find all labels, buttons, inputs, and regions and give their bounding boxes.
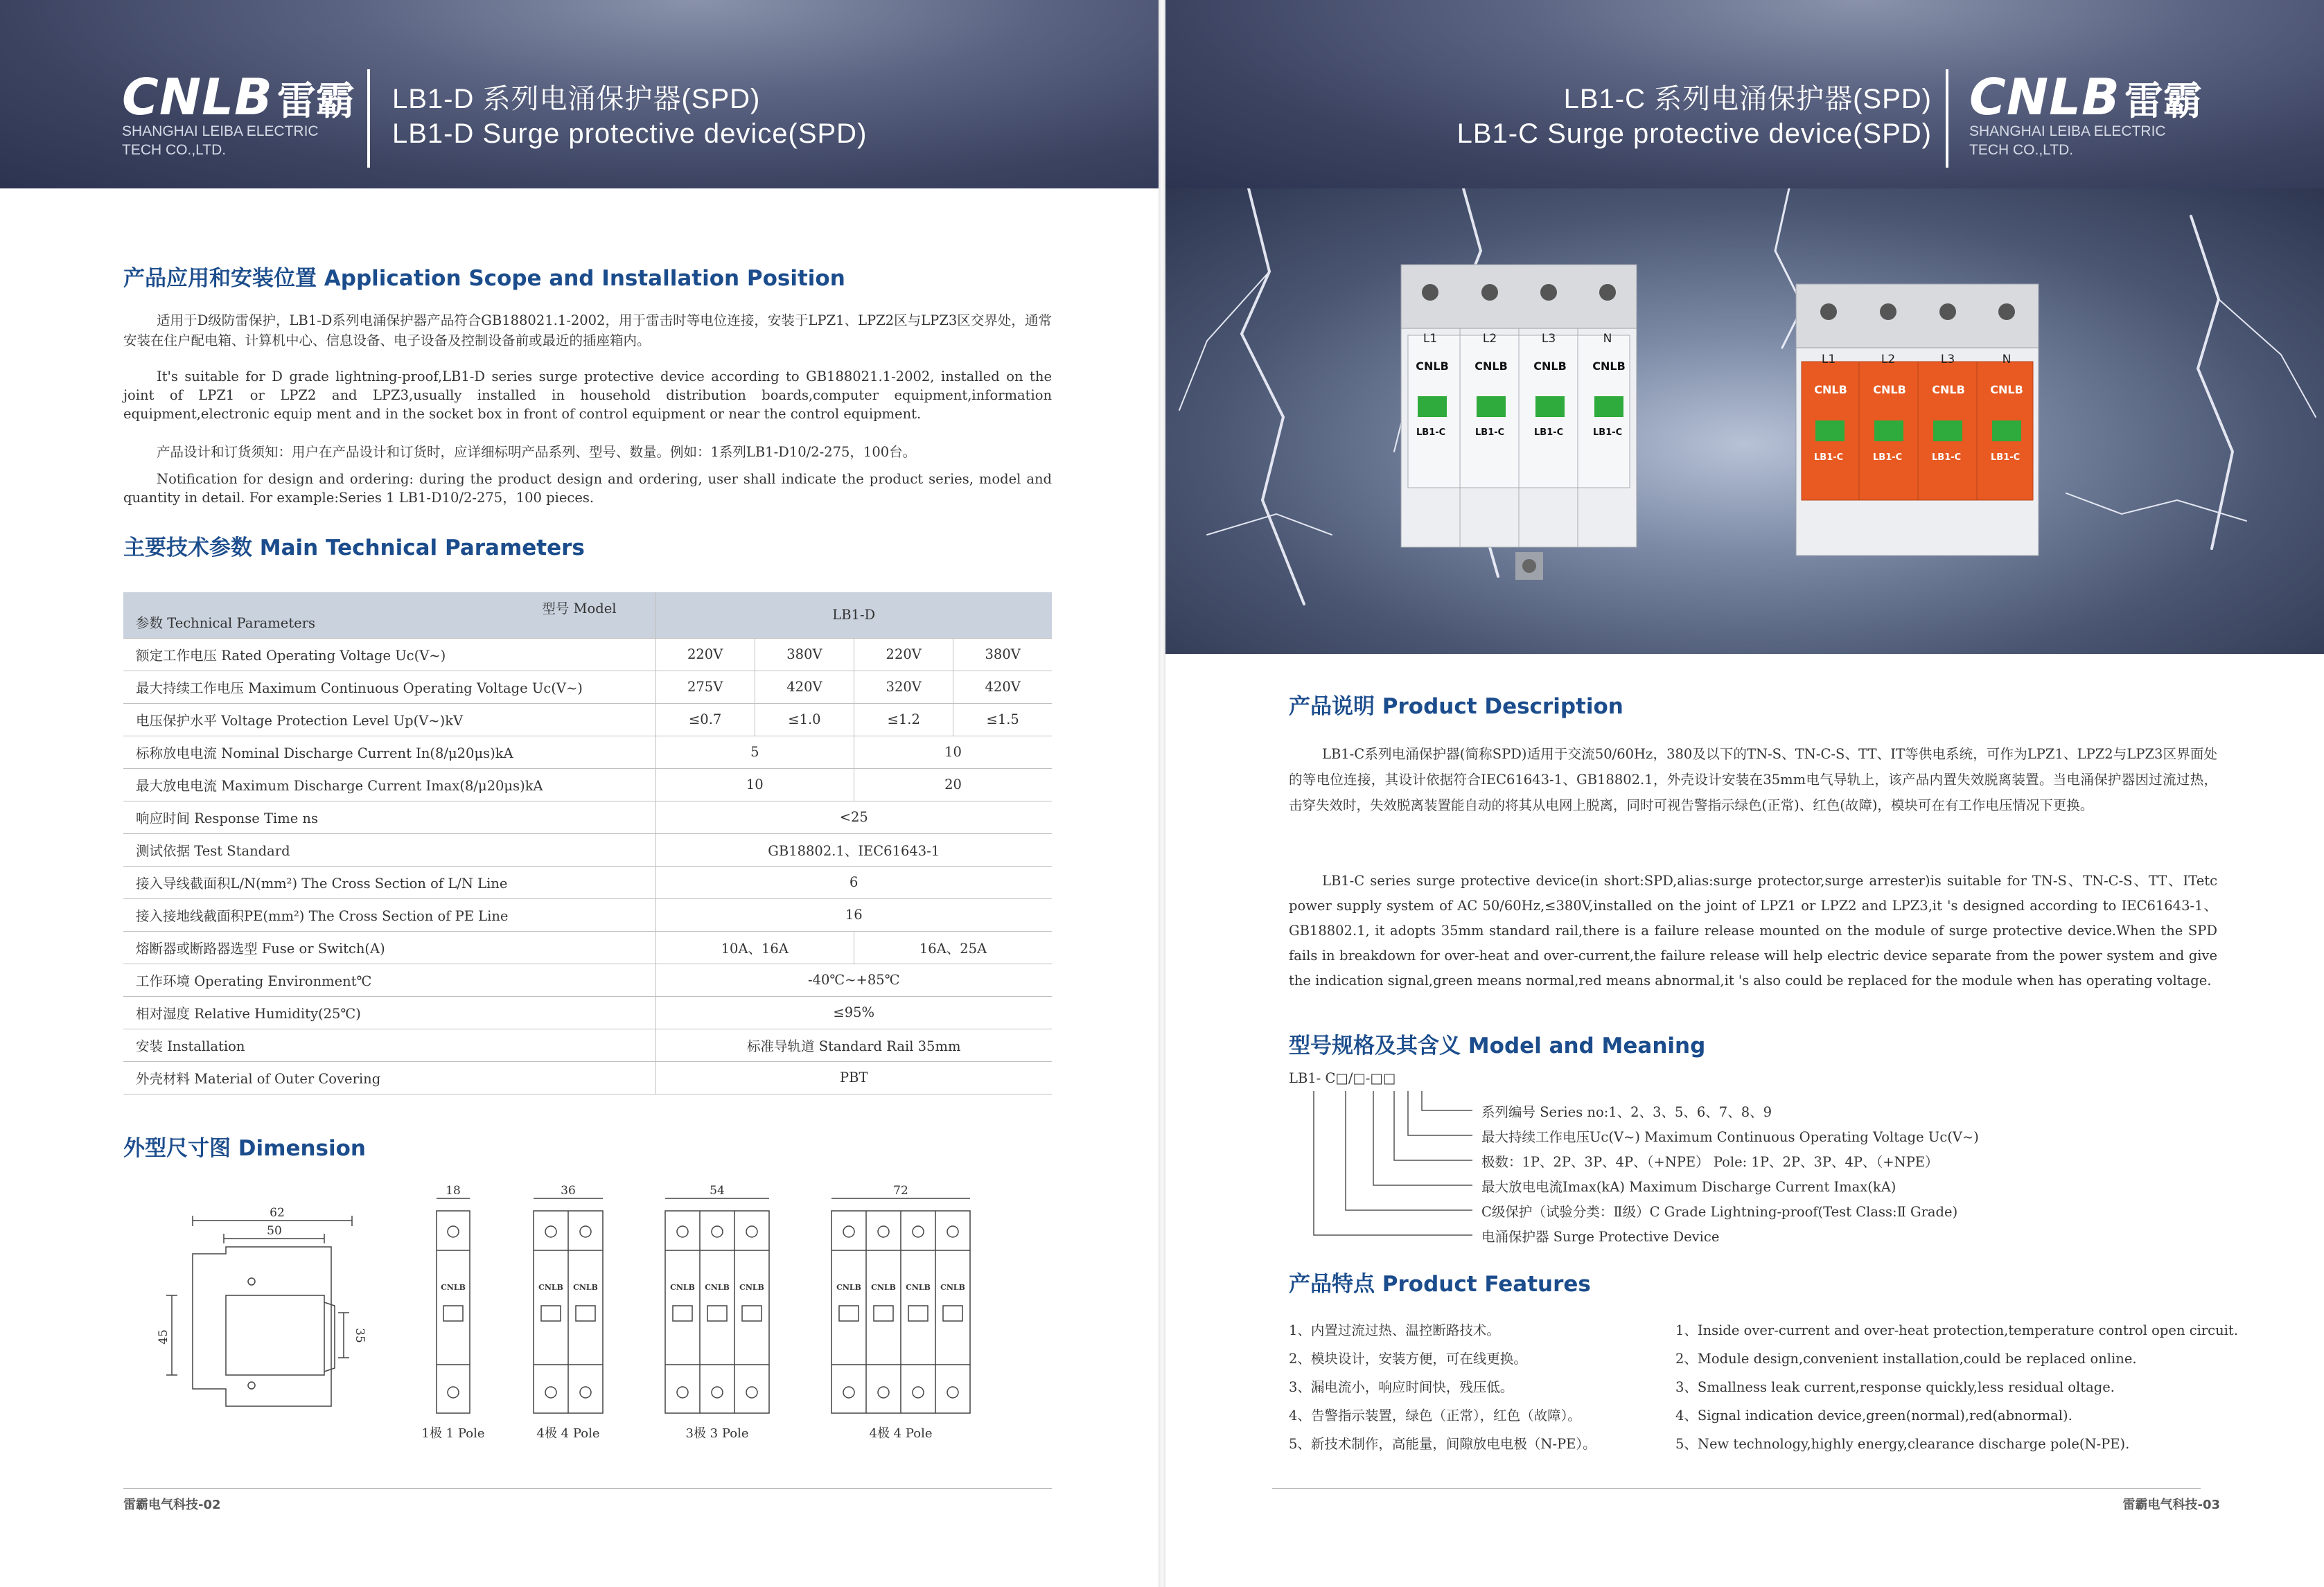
cell: 6 xyxy=(655,866,1052,898)
row-label: 安装 Installation xyxy=(123,1029,655,1061)
cell: 16 xyxy=(655,898,1052,931)
model-line: 最大持续工作电压Uc(V~) Maximum Continuous Operating Voltage Uc(V~) xyxy=(1481,1129,1979,1145)
left-header xyxy=(0,0,1159,188)
page-gutter xyxy=(1159,0,1165,1587)
feature-item: 3、漏电流小，响应时间快，残压低。 xyxy=(1289,1379,1514,1395)
cell: 16A、25A xyxy=(854,931,1052,964)
table-row xyxy=(123,866,1052,898)
page-title xyxy=(392,82,867,151)
cell: 10A、16A xyxy=(655,931,854,964)
title-cn: LB1-C 系列电涌保护器(SPD) xyxy=(1563,84,1932,114)
row-label: 相对湿度 Relative Humidity(25℃) xyxy=(123,996,655,1029)
dimension-drawings xyxy=(123,1178,1052,1455)
right-header xyxy=(1165,0,2324,188)
footer-left: 雷霸电气科技-02 xyxy=(123,1498,221,1512)
table-row xyxy=(123,703,1052,736)
feat-heading: 产品特点 Product Features xyxy=(1289,1272,1591,1297)
row-label: 额定工作电压 Rated Operating Voltage Uc(V~) xyxy=(123,638,655,671)
row-label: 接入导线截面积L/N(mm²) The Cross Section of L/N Line xyxy=(123,866,655,898)
drawing-brand: CNLB xyxy=(538,1283,563,1292)
desc-para-cn: LB1-C系列电涌保护器(简称SPD)适用于交流50/60Hz，380及以下的TN-S、TN-C-S、TT、IT等供电系统，可作为LPZ1、LPZ2与LPZ3区界面处的等电位连接，其设计依据符合IEC61643-1、GB18802.1，外壳设计安装在35mm电气导轨上，该产品内置失效脱离装置。当电涌保护器因过流过热，击穿失效时，失效脱离装置能自动的将其从电网上脱离，同时可视告警指示绿色(正常)、红色(故障)，模块可在有工作电压情况下更换。 xyxy=(1289,746,2217,813)
drawing-brand: CNLB xyxy=(573,1283,598,1292)
row-label: 最大持续工作电压 Maximum Continuous Operating Voltage Uc(V~) xyxy=(123,671,655,703)
header-divider xyxy=(367,69,370,168)
side-view-drawing xyxy=(166,1216,352,1406)
device-model: LB1-C xyxy=(1534,427,1564,438)
app-heading: 产品应用和安装位置 Application Scope and Installation Position xyxy=(123,266,845,291)
feature-item: 5、新技术制作，高能量，间隙放电电极（N-PE）。 xyxy=(1289,1436,1596,1452)
drawing-brand: CNLB xyxy=(836,1283,861,1292)
left-page xyxy=(0,0,1159,1587)
device-brand: CNLB xyxy=(1592,360,1626,373)
drawing-brand: CNLB xyxy=(906,1283,931,1292)
row-label: 响应时间 Response Time ns xyxy=(123,801,655,833)
feature-item: 3、Smallness leak current,response quickly,less residual oltage. xyxy=(1675,1379,2115,1395)
device-brand: CNLB xyxy=(1932,383,1965,396)
table-row xyxy=(123,996,1052,1029)
logo-cn: 雷霸 xyxy=(276,79,355,124)
dim-50: 50 xyxy=(267,1224,282,1238)
app-para-en: It's suitable for D grade lightning-proof,LB1-D series surge protective device according to GB188021.1-2002, installed on the joint of LPZ1 or LPZ2 and LPZ3,usually installed in household distribution boards,computer equipment,information equipment,electronic equip ment and in the socket box in front of control equipment or near the control equipment. xyxy=(123,369,1052,422)
device-model: LB1-C xyxy=(1873,452,1903,463)
terminal-label: L1 xyxy=(1821,353,1836,366)
feature-item: 2、模块设计，安装方便，可在线更换。 xyxy=(1289,1351,1527,1367)
title-en: LB1-D Surge protective device(SPD) xyxy=(392,118,868,149)
footer-right: 雷霸电气科技-03 xyxy=(2122,1498,2220,1512)
feature-item: 5、New technology,highly energy,clearance discharge pole(N-PE). xyxy=(1675,1436,2130,1452)
footer-rule xyxy=(123,1488,1052,1489)
cell: 420V xyxy=(755,671,854,703)
table-row xyxy=(123,736,1052,768)
dim-36: 36 xyxy=(561,1184,576,1198)
table-header-label xyxy=(123,592,655,638)
table-row xyxy=(123,964,1052,996)
company-name xyxy=(122,122,319,159)
row-label: 熔断器或断路器选型 Fuse or Switch(A) xyxy=(123,931,655,964)
terminal-label: N xyxy=(1603,332,1612,346)
pole1-drawing xyxy=(437,1198,470,1413)
pole2-drawing xyxy=(534,1198,603,1413)
table-row xyxy=(123,1029,1052,1061)
tech-heading: 主要技术参数 Main Technical Parameters xyxy=(123,535,585,560)
brand-logo xyxy=(122,68,355,126)
order-para-en: Notification for design and ordering: during the product design and ordering, user shall indicate the product series, model and quantity in detail. For example:Series 1 LB1-D10/2-275，100 pieces. xyxy=(123,471,1052,506)
feature-item: 2、Module design,convenient installation,could be replaced online. xyxy=(1675,1351,2137,1367)
cell: GB18802.1、IEC61643-1 xyxy=(655,833,1052,866)
header-divider xyxy=(1946,69,1948,168)
model-line: 电涌保护器 Surge Protective Device xyxy=(1481,1229,1720,1245)
header-model: 型号 Model xyxy=(542,601,617,617)
terminal-label: L1 xyxy=(1423,332,1438,346)
device-model: LB1-C xyxy=(1991,452,2021,463)
title-cn: LB1-D 系列电涌保护器(SPD) xyxy=(392,84,761,114)
product-photo xyxy=(1165,188,2324,654)
title-en: LB1-C Surge protective device(SPD) xyxy=(1456,118,1932,149)
table-row xyxy=(123,1061,1052,1094)
table-row xyxy=(123,898,1052,931)
cell: 275V xyxy=(655,671,755,703)
cell: 420V xyxy=(953,671,1052,703)
terminal-label: L2 xyxy=(1881,353,1896,366)
footer-rule xyxy=(1272,1488,2201,1489)
logo-latin: CNLB xyxy=(1969,68,2120,126)
drawing-brand: CNLB xyxy=(705,1283,730,1292)
cell: 380V xyxy=(953,638,1052,671)
order-para-cn: 产品设计和订货须知：用户在产品设计和订货时，应详细标明产品系列、型号、数量。例如：1系列LB1-D10/2-275，100台。 xyxy=(157,444,917,460)
cell: PBT xyxy=(655,1061,1052,1094)
dim-62: 62 xyxy=(270,1206,285,1220)
app-para-cn: 适用于D级防雷保护，LB1-D系列电涌保护器产品符合GB188021.1-2002，用于雷击时等电位连接，安装于LPZ1、LPZ2区与LPZ3区交界处，通常安装在住户配电箱、计算机中心、信息设备、电子设备及控制设备前或最近的插座箱内。 xyxy=(123,312,1052,348)
device-brand: CNLB xyxy=(1873,383,1906,396)
pole4-drawing xyxy=(831,1198,970,1413)
brand-logo xyxy=(1969,68,2202,126)
feature-item: 4、告警指示装置，绿色（正常），红色（故障）。 xyxy=(1289,1408,1581,1424)
feature-item: 1、内置过流过热、温控断路技术。 xyxy=(1289,1322,1500,1338)
device-brand: CNLB xyxy=(1814,383,1847,396)
company-name xyxy=(1969,122,2166,159)
cell: ≤1.0 xyxy=(755,703,854,736)
desc-para-en: LB1-C series surge protective device(in short:SPD,alias:surge protector,surge arrester)is suitable for TN-S、TN-C-S、TT、ITetc power supply system of AC 50/60Hz,≤380V,installed on the joint of LPZ1 or LPZ2 and LPZ3,it 's designed according to IEC61643-1、GB18802.1, it adopts 35mm standard rail,there is a failure release mounted on the module of surge protective device.When the SPD fails in breakdown for over-heat and over-current,the failure release will help electric device separate from the power system and give the indication signal,green means normal,red means abnormal,it 's also could be replaced for the module when has operating voltage. xyxy=(1289,873,2217,988)
dim-18: 18 xyxy=(446,1184,461,1198)
feature-item: 1、Inside over-current and over-heat protection,temperature control open circuit. xyxy=(1675,1322,2238,1338)
model-line: 最大放电电流Imax(kA) Maximum Discharge Current Imax(kA) xyxy=(1481,1179,1896,1195)
drawing-brand: CNLB xyxy=(441,1283,466,1292)
cell: ≤95% xyxy=(655,996,1052,1029)
device-model: LB1-C xyxy=(1416,427,1446,438)
dim-72: 72 xyxy=(893,1184,908,1198)
cell: ≤1.2 xyxy=(854,703,953,736)
dim-35: 35 xyxy=(353,1328,367,1343)
company-line2: TECH CO.,LTD. xyxy=(1969,142,2074,158)
dim-45: 45 xyxy=(157,1329,170,1345)
terminal-label: L3 xyxy=(1541,332,1556,346)
cell: 20 xyxy=(854,768,1052,801)
terminal-label: L2 xyxy=(1482,332,1497,346)
cell: 220V xyxy=(854,638,953,671)
table-row xyxy=(123,801,1052,833)
cell: ≤0.7 xyxy=(655,703,755,736)
row-label: 接入接地线截面积PE(mm²) The Cross Section of PE Line xyxy=(123,898,655,931)
page-title xyxy=(1457,82,1932,151)
right-page xyxy=(1165,0,2324,1587)
orange-spd-device xyxy=(1796,284,2039,556)
cell: ≤1.5 xyxy=(953,703,1052,736)
device-brand: CNLB xyxy=(1416,360,1449,373)
caption-1pole: 1极 1 Pole xyxy=(421,1426,485,1441)
feature-item: 4、Signal indication device,green(normal),red(abnormal). xyxy=(1675,1408,2072,1424)
cell: 320V xyxy=(854,671,953,703)
cell: 10 xyxy=(655,768,854,801)
caption-3pole: 3极 3 Pole xyxy=(685,1426,749,1441)
caption-2pole: 4极 4 Pole xyxy=(536,1426,600,1441)
device-model: LB1-C xyxy=(1814,452,1844,463)
desc-heading: 产品说明 Product Description xyxy=(1289,694,1623,719)
table-row xyxy=(123,768,1052,801)
cell: -40℃~+85℃ xyxy=(655,964,1052,996)
features-cn xyxy=(1289,1316,1596,1458)
table-row xyxy=(123,931,1052,964)
dimension-svg xyxy=(123,1178,1052,1455)
dim-heading: 外型尺寸图 Dimension xyxy=(123,1136,366,1161)
device-model: LB1-C xyxy=(1593,427,1623,438)
logo-cn: 雷霸 xyxy=(2124,79,2202,124)
drawing-brand: CNLB xyxy=(940,1283,965,1292)
device-brand: CNLB xyxy=(1474,360,1508,373)
device-brand: CNLB xyxy=(1533,360,1567,373)
model-line: 系列编号 Series no:1、2、3、5、6、7、8、9 xyxy=(1481,1104,1772,1120)
logo-latin: CNLB xyxy=(122,68,273,126)
drawing-brand: CNLB xyxy=(739,1283,764,1292)
table-row xyxy=(123,671,1052,703)
table-header-row xyxy=(123,592,1052,638)
lightning-bolts xyxy=(1179,188,2316,604)
terminal-label: N xyxy=(2002,353,2012,366)
company-line1: SHANGHAI LEIBA ELECTRIC xyxy=(1969,123,2166,139)
device-model: LB1-C xyxy=(1475,427,1505,438)
row-label: 电压保护水平 Voltage Protection Level Up(V~)kV xyxy=(123,703,655,736)
model-line: C级保护（试验分类：Ⅱ级）C Grade Lightning-proof(Test Class:Ⅱ Grade) xyxy=(1481,1204,1958,1220)
model-line: 极数：1P、2P、3P、4P、（+NPE） Pole: 1P、2P、3P、4P、（+NPE） xyxy=(1481,1154,1939,1170)
row-label: 外壳材料 Material of Outer Covering xyxy=(123,1061,655,1094)
row-label: 标称放电电流 Nominal Discharge Current In(8/μ20μs)kA xyxy=(123,736,655,768)
company-line2: TECH CO.,LTD. xyxy=(122,142,227,158)
drawing-brand: CNLB xyxy=(871,1283,896,1292)
cell: 10 xyxy=(854,736,1052,768)
row-label: 工作环境 Operating Environment℃ xyxy=(123,964,655,996)
cell: 220V xyxy=(655,638,755,671)
features-en xyxy=(1675,1316,2238,1458)
table-row xyxy=(123,638,1052,671)
terminal-label: L3 xyxy=(1940,353,1955,366)
device-brand: CNLB xyxy=(1990,383,2023,396)
model-heading: 型号规格及其含义 Model and Meaning xyxy=(1289,1034,1706,1058)
model-meaning-diagram xyxy=(1289,1063,2190,1257)
spec-table xyxy=(123,592,1052,1094)
device-model: LB1-C xyxy=(1932,452,1962,463)
row-label: 最大放电电流 Maximum Discharge Current Imax(8/μ20μs)kA xyxy=(123,768,655,801)
header-value: LB1-D xyxy=(655,592,1052,638)
cell: 标准导轨道 Standard Rail 35mm xyxy=(655,1029,1052,1061)
drawing-brand: CNLB xyxy=(670,1283,695,1292)
cell: 380V xyxy=(755,638,854,671)
row-label: 测试依据 Test Standard xyxy=(123,833,655,866)
caption-4pole: 4极 4 Pole xyxy=(869,1426,933,1441)
table-row xyxy=(123,833,1052,866)
dim-54: 54 xyxy=(710,1184,725,1198)
cell: 5 xyxy=(655,736,854,768)
cell: <25 xyxy=(655,801,1052,833)
product-photo-svg xyxy=(1165,188,2324,654)
model-code: LB1- C□/□-□□ xyxy=(1289,1070,1396,1086)
pole3-drawing xyxy=(665,1198,769,1413)
white-spd-device xyxy=(1401,265,1637,580)
company-line1: SHANGHAI LEIBA ELECTRIC xyxy=(122,123,319,139)
header-param: 参数 Technical Parameters xyxy=(136,614,316,631)
